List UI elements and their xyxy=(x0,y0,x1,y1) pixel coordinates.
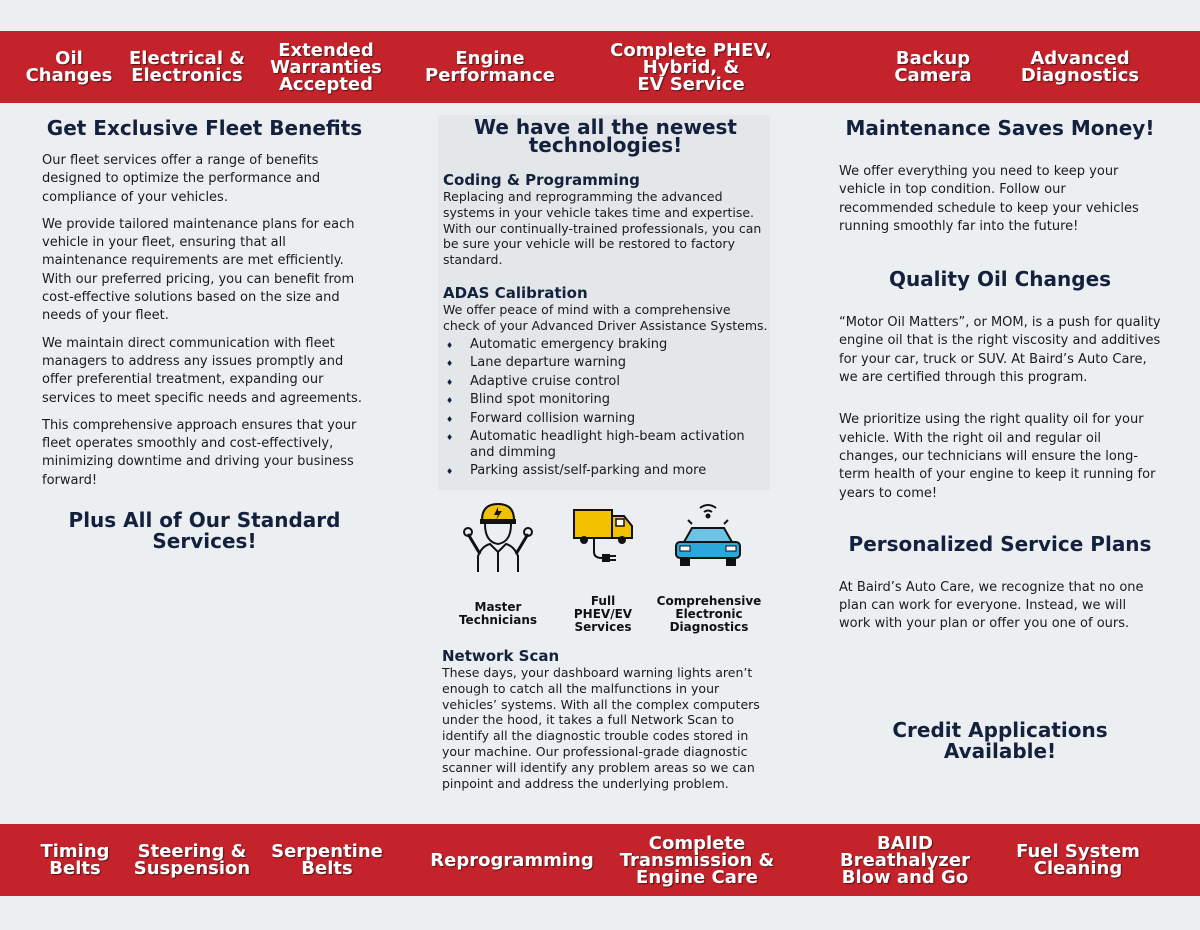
mechanic-icon xyxy=(460,498,536,574)
service-warranties: Extended Warranties Accepted xyxy=(270,39,382,95)
network-scan-text: These days, your dashboard warning lights aren’t enough to catch all the malfunctions in your vehicles’ systems. With all the complex computers under the hood, it takes a full Network Scan to identify all the diagnostic trouble codes stored in your machine. Our professional-grade diagnostic scanner will identify any problem areas so we can pinpoint and address the underlying problem. xyxy=(442,665,760,791)
fleet-paragraph: We maintain direct communication with fleet managers to address any issues promptly and offer preferential treatment, expanding our services to meet specific needs and agreements. xyxy=(42,335,362,406)
service-reprogramming: Reprogramming xyxy=(430,849,594,871)
oil-text: “Motor Oil Matters”, or MOM, is a push for quality engine oil that is the right viscosity and additives for your car, truck or SUV. At Baird’s Auto Care, we are certified through this program. xyxy=(839,315,1161,386)
list-item: ♦ Parking assist/self-parking and more xyxy=(443,463,768,479)
right-section xyxy=(839,118,1161,634)
ev-truck-icon xyxy=(570,502,638,564)
service-timing-belts: Timing Belts xyxy=(40,841,110,879)
service-oil-changes: Oil Changes xyxy=(25,48,113,86)
bottom-services-band xyxy=(0,824,1200,896)
adas-text: We offer peace of mind with a comprehensive check of your Advanced Driver Assistance Systems. xyxy=(443,301,768,333)
network-scan-title: Network Scan xyxy=(442,647,560,665)
adas-title: ADAS Calibration xyxy=(443,283,588,302)
adas-list xyxy=(443,337,768,479)
list-item: ♦ Blind spot monitoring xyxy=(443,392,768,408)
oil-changes-title: Quality Oil Changes xyxy=(888,267,1112,292)
service-advanced-diagnostics: Advanced Diagnostics xyxy=(1020,48,1140,86)
credit-applications-title: Credit Applications Available! xyxy=(892,718,1108,763)
icon-label-phev-ev: Full PHEV/EV Services xyxy=(573,594,633,634)
service-transmission-engine: Complete Transmission & Engine Care xyxy=(619,832,775,888)
service-electrical: Electrical & Electronics xyxy=(129,48,245,86)
technologies-section xyxy=(443,115,768,482)
list-item: ♦ Automatic headlight high-beam activation and dimming xyxy=(443,429,768,460)
service-plans-title: Personalized Service Plans xyxy=(848,531,1152,556)
service-fuel-system-cleaning: Fuel System Cleaning xyxy=(1016,841,1140,879)
icon-label-master-technicians: Master Technicians xyxy=(458,600,538,627)
standard-services-title: Plus All of Our Standard Services! xyxy=(68,508,341,554)
top-services-band xyxy=(0,31,1200,103)
icon-label-diagnostics: Comprehensive Electronic Diagnostics xyxy=(656,594,762,634)
service-steering-suspension: Steering & Suspension xyxy=(133,841,251,879)
maintenance-text: We offer everything you need to keep your vehicle in top condition. Follow our recommended schedule to keep your vehicles running smoothly far into the future! xyxy=(839,164,1139,234)
fleet-benefits-title: Get Exclusive Fleet Benefits xyxy=(46,116,363,140)
service-phev-hybrid-ev: Complete PHEV, Hybrid, & EV Service xyxy=(610,39,772,95)
fleet-benefits-section xyxy=(42,118,367,552)
fleet-paragraph: This comprehensive approach ensures that your fleet operates smoothly and cost-effectively, minimizing downtime and driving your business forward! xyxy=(42,417,357,488)
maintenance-title: Maintenance Saves Money! xyxy=(845,116,1155,140)
technologies-title: We have all the newest technologies! xyxy=(474,115,737,157)
list-item: ♦ Automatic emergency braking xyxy=(443,337,768,353)
list-item: ♦ Adaptive cruise control xyxy=(443,374,768,390)
connected-car-icon xyxy=(670,498,746,570)
service-backup-camera: Backup Camera xyxy=(894,48,972,86)
service-plans-text: At Baird’s Auto Care, we recognize that no one plan can work for everyone. Instead, we will work with your plan or offer you one of ours. xyxy=(839,579,1144,632)
service-serpentine-belts: Serpentine Belts xyxy=(271,841,383,879)
list-item: ♦ Forward collision warning xyxy=(443,411,768,427)
fleet-paragraph: Our fleet services offer a range of benefits designed to optimize the performance and compliance of your vehicles. xyxy=(42,153,321,205)
service-baiid-breathalyzer: BAIID Breathalyzer Blow and Go xyxy=(840,832,970,888)
service-engine-performance: Engine Performance xyxy=(425,48,555,86)
coding-text: Replacing and reprogramming the advanced systems in your vehicle takes time and expertise. With our continually-trained professionals, you can be sure your vehicle will be restored to factory standard. xyxy=(443,189,762,268)
fleet-paragraph: We provide tailored maintenance plans for each vehicle in your fleet, ensuring that all maintenance requirements are met efficiently. With our preferred pricing, you can benefit from cost-effective solutions based on the size and needs of your fleet. xyxy=(42,216,355,324)
network-scan-section xyxy=(442,647,768,791)
list-item: ♦ Lane departure warning xyxy=(443,355,768,371)
coding-title: Coding & Programming xyxy=(443,171,640,189)
oil-text: We prioritize using the right quality oil for your vehicle. With the right oil and regular oil changes, our technicians will ensure the long-term health of your engine to keep it running for years to come! xyxy=(839,412,1156,501)
